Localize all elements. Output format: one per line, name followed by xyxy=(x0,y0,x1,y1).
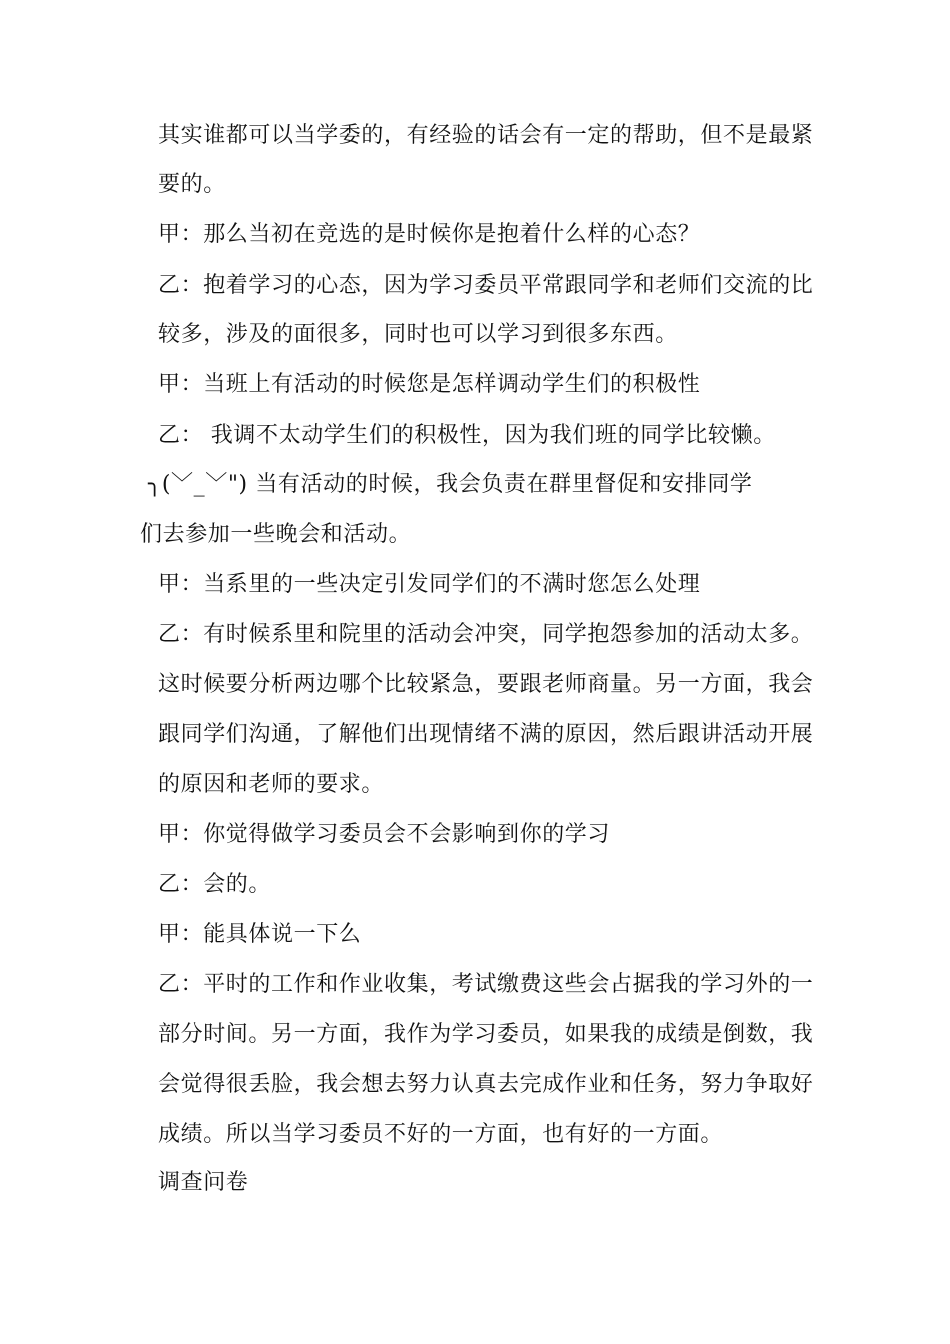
text-line-20: 会觉得很丢脸，我会想去努力认真去完成作业和任务，努力争取好 xyxy=(158,1072,814,1097)
text-line-10: 甲：当系里的一些决定引发同学们的不满时您怎么处理 xyxy=(158,572,701,597)
text-line-19: 部分时间。另一方面，我作为学习委员，如果我的成绩是倒数，我 xyxy=(158,1022,814,1047)
text-line-16: 乙：会的。 xyxy=(158,872,272,897)
text-line-7: 乙： 我调不太动学生们的积极性，因为我们班的同学比较懒。 xyxy=(158,423,776,448)
text-line-17: 甲：能具体说一下么 xyxy=(158,922,362,947)
text-line-5: 较多，涉及的面很多，同时也可以学习到很多东西。 xyxy=(158,322,678,347)
text-line-18: 乙：平时的工作和作业收集，考试缴费这些会占据我的学习外的一 xyxy=(158,972,814,997)
text-line-1: 其实谁都可以当学委的，有经验的话会有一定的帮助，但不是最紧 xyxy=(158,123,814,148)
text-line-22: 调查问卷 xyxy=(158,1170,249,1195)
text-line-13: 跟同学们沟通，了解他们出现情绪不满的原因，然后跟讲活动开展 xyxy=(158,722,814,747)
text-line-14: 的原因和老师的要求。 xyxy=(158,772,385,797)
text-line-4: 乙：抱着学习的心态，因为学习委员平常跟同学和老师们交流的比 xyxy=(158,273,814,298)
text-line-9: 们去参加一些晚会和活动。 xyxy=(140,522,412,547)
text-line-15: 甲：你觉得做学习委员会不会影响到你的学习 xyxy=(158,822,611,847)
text-line-11: 乙：有时候系里和院里的活动会冲突，同学抱怨参加的活动太多。 xyxy=(158,622,814,647)
text-line-8: ╮(﹀_﹀") 当有活动的时候，我会负责在群里督促和安排同学 xyxy=(148,472,753,497)
text-line-6: 甲：当班上有活动的时候您是怎样调动学生们的积极性 xyxy=(158,372,701,397)
text-line-2: 要的。 xyxy=(158,172,226,197)
text-line-3: 甲：那么当初在竞选的是时候你是抱着什么样的心态？ xyxy=(158,222,701,247)
text-line-21: 成绩。所以当学习委员不好的一方面，也有好的一方面。 xyxy=(158,1122,724,1147)
text-line-12: 这时候要分析两边哪个比较紧急，要跟老师商量。另一方面，我会 xyxy=(158,672,814,697)
